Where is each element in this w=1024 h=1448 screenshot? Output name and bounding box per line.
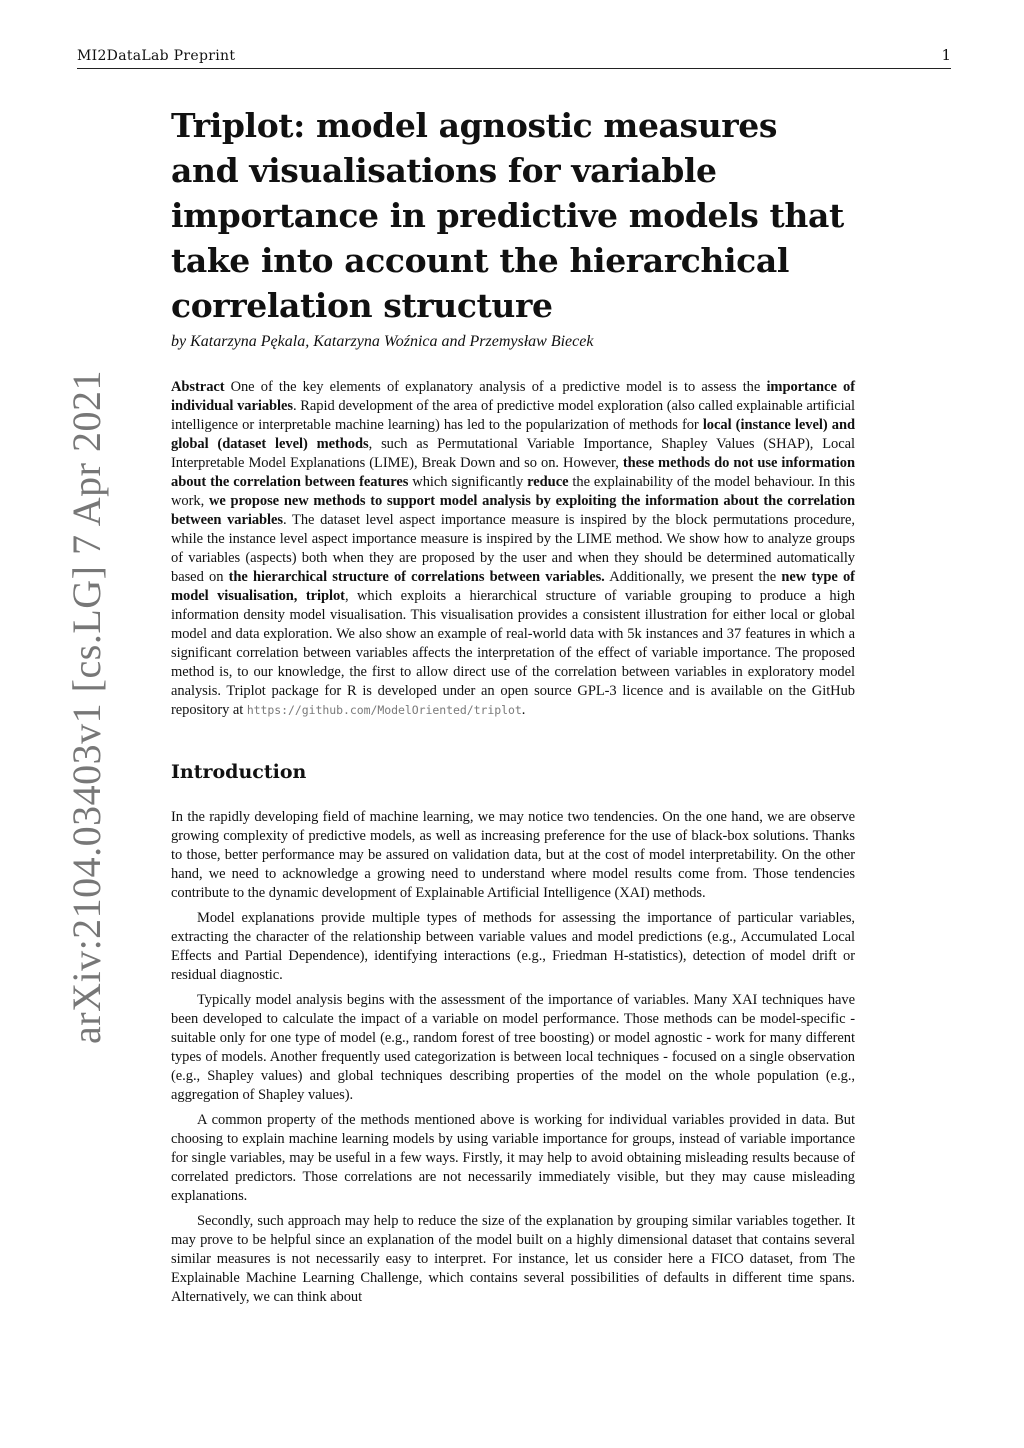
abstract	[171, 378, 855, 720]
abstract-label: Abstract	[171, 379, 225, 395]
page-number: 1	[941, 46, 951, 64]
abstract-emphasis: local (instance level) and global (dataset level) methods	[171, 417, 855, 452]
abstract-text: .	[521, 702, 526, 718]
github-repository-link[interactable]: https://github.com/ModelOriented/triplot	[246, 703, 522, 717]
arxiv-identifier-stamp[interactable]: arXiv:2104.03403v1 [cs.LG] 7 Apr 2021	[64, 370, 109, 1044]
running-header	[77, 46, 951, 69]
section-heading-introduction: Introduction	[171, 761, 307, 783]
abstract-emphasis: new type of model visualisation, triplot	[171, 569, 855, 604]
abstract-emphasis: we propose new methods to support model analysis by exploiting the information about the correlation between variables	[171, 493, 855, 528]
abstract-text: . Rapid development of the area of predictive model exploration (also called explainable artificial intelligence or interpretable machine learning) has led to the popularization of methods for	[171, 398, 855, 433]
paragraph: In the rapidly developing field of machine learning, we may notice two tendencies. On the one hand, we are observe growing complexity of predictive models, as well as increasing preference for the use of black-box solutions. Thanks to those, better performance may be assured on validation data, but at the cost of model interpretability. On the other hand, we need to acknowledge a growing need to understand where model results come from. Those tendencies contribute to the dynamic development of Explainable Artificial Intelligence (XAI) methods.	[171, 809, 855, 901]
paragraph: Secondly, such approach may help to reduce the size of the explanation by grouping similar variables together. It may prove to be helpful since an explanation of the model built on a highly dimensional dataset that contains several similar measures is not necessarily easy to interpret. For instance, let us consider here a FICO dataset, from The Explainable Machine Learning Challenge, which contains several possibilities of defaults in different time spans. Alternatively, we can think about	[171, 1213, 855, 1305]
paragraph: Model explanations provide multiple types of methods for assessing the importance of particular variables, extracting the character of the relationship between variable values and model predictions (e.g., Accumulated Local Effects and Partial Dependence), identifying interactions (e.g., Friedman H-statistics), detection of model drift or residual diagnostic.	[171, 910, 855, 983]
abstract-text: . The dataset level aspect importance measure is inspired by the block permutations procedure, while the instance level aspect importance measure is inspired by the LIME method. We show how to analyze groups of variables (aspects) both when they are proposed by the user and when they should be determined automatically based on	[171, 512, 856, 585]
abstract-text: , such as Permutational Variable Importance, Shapley Values (SHAP), Local Interpretable Model Explanations (LIME), Break Down and so on. However,	[171, 436, 856, 471]
author-list: by Katarzyna Pękala, Katarzyna Woźnica and Przemysław Biecek	[171, 333, 594, 350]
abstract-emphasis: reduce	[527, 474, 569, 490]
abstract-text: which significantly	[408, 474, 528, 490]
abstract-text: One of the key elements of explanatory analysis of a predictive model is to assess the	[230, 379, 767, 395]
introduction-body	[171, 808, 855, 1307]
abstract-body	[171, 379, 855, 718]
paper-title: Triplot: model agnostic measures and visualisations for variable importance in predictive models that take into account the hierarchical correlation structure	[171, 106, 844, 325]
paragraph: Typically model analysis begins with the assessment of the importance of variables. Many XAI techniques have been developed to calculate the impact of a variable on model performance. Those methods can be model-specific - suitable only for one type of model (e.g., random forest of tree boosting) or model agnostic - work for many different types of models. Another frequently used categorization is between local techniques - focused on a single observation (e.g., Shapley values) and global techniques describing properties of the model on the whole population (e.g., aggregation of Shapley values).	[171, 992, 855, 1103]
abstract-emphasis: the hierarchical structure of correlations between variables.	[228, 569, 605, 585]
paragraph: A common property of the methods mentioned above is working for individual variables provided in data. But choosing to explain machine learning models by using variable importance for groups, instead of variable importance for single variables, may be useful in a few ways. Firstly, it may help to avoid obtaining misleading results because of correlated predictors. Those correlations are not necessarily immediately visible, but they may cause misleading explanations.	[171, 1112, 855, 1204]
abstract-text: Additionally, we present the	[604, 569, 782, 585]
abstract-emphasis: importance of individual variables	[171, 379, 855, 414]
journal-name: MI2DataLab Preprint	[77, 48, 236, 64]
abstract-text: the explainability of the model behaviour. In this work,	[171, 474, 856, 509]
abstract-emphasis: these methods do not use information about the correlation between features	[171, 455, 855, 490]
paper-content	[171, 103, 855, 1313]
abstract-text: , which exploits a hierarchical structure of variable grouping to produce a high information density model visualisation. This visualisation provides a consistent illustration for either local or global model and data exploration. We also show an example of real-world data with 5k instances and 37 features in which a significant correlation between variables affects the interpretation of the effect of variable importance. The proposed method is, to our knowledge, the first to allow direct use of the correlation between variables in exploratory model analysis. Triplot package for R is developed under an open source GPL-3 licence and is available on the GitHub repository at	[171, 588, 855, 718]
